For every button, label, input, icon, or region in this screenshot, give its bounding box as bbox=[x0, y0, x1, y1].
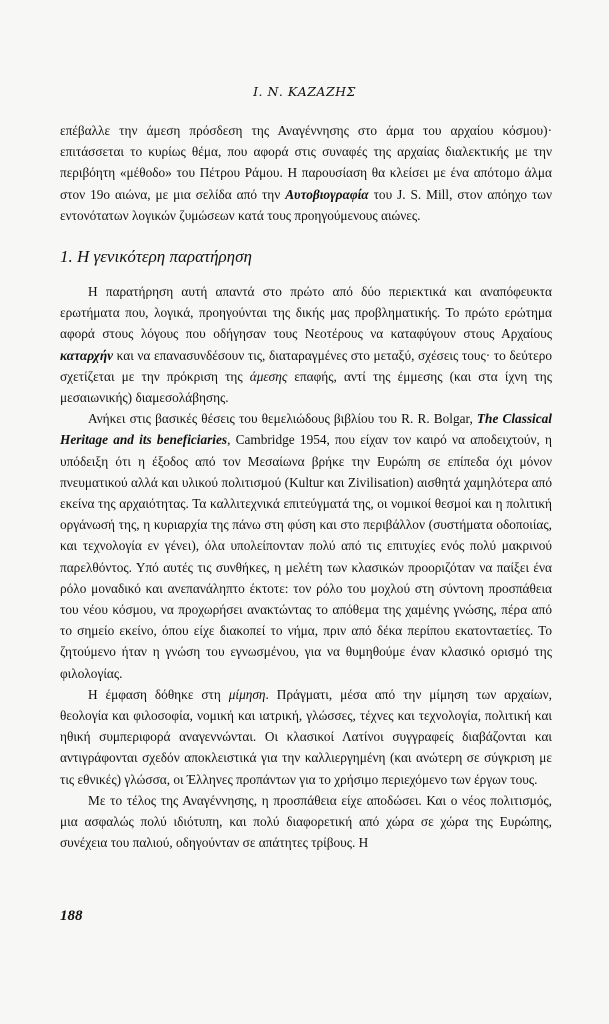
emphasis-mimisi: μίμηση bbox=[228, 686, 266, 702]
running-header: Ι. Ν. ΚΑΖΑΖΗΣ bbox=[253, 84, 356, 99]
emphasis-amesis: άμεσης bbox=[249, 368, 288, 384]
emphasis-katarxin: καταρχήν bbox=[60, 347, 114, 363]
paragraph-1: Η παρατήρηση αυτή απαντά στο πρώτο από δύο περιεκτικά και αναπόφευκτα ερωτήματα που, λογικά, προηγούνται της δικής μας προβληματικής. Το πρώτο ερώτημα αφορά στους λόγους που οδήγησαν τους Νεοτέρους να καταφύγουν στους Αρχαίους καταρχήν και να επανασυνδέσουν τις, διαταραγμένες στο μεταξύ, σχέσεις τους· το δεύτερο σχετίζεται με την πρόκριση της άμεσης επαφής, αντί της έμμεσης (και στα ίχνη της μεσαιωνικής) διαμεσολάβησης. bbox=[60, 284, 552, 406]
paragraph-2: Ανήκει στις βασικές θέσεις του θεμελιώδους βιβλίου του R. R. Bolgar, The Classical Heritage and its beneficiaries, Cambridge 1954, που είχαν τον καιρό να αποδειχτούν, η υπόδειξη ότι η έξοδος από τον Μεσαίωνα βρήκε την Ευρώπη σε επίπεδα όχι μόνον πνευματικού αλλά και υλικού πολιτισμού (Kultur και Zivilisation) αισθητά χαμηλότερα από εκείνα της αρχαιότητας. Τα καλλιτεχνικά επιτεύγματά της, οι νομικοί θεσμοί και η πολιτική οργάνωσή της, η κυριαρχία της πάνω στη φύση και στο περιβάλλον (συστήματα οδοποιίας, και τεχνολογία εν γένει), όλα υπολείπονταν πολύ από τις επιτυχίες ενός πολύ μακρινού παρελθόντος. Υπό αυτές τις συνθήκες, η μελέτη των κλασικών προοριζόταν να παίξει ένα ρόλο μοναδικό και ανεπανάληπτο έκτοτε: τον ρόλο του μοχλού στη σύντονη προσπάθεια του νέου κόσμου, να προχωρήσει ανακτώντας το απόθεμα της χαμένης γνώσης, πέρα από το σημείο εκείνο, όπου είχε διακοπεί το νήμα, πριν από δέκα περίπου εκατονταετίες. Το ζητούμενο ήταν η γνώση του εγνωσμένου, για να θυμηθούμε έναν κλασικό ορισμό της φιλολογίας. bbox=[60, 411, 552, 681]
book-title: The Classical Heritage and its beneficiaries bbox=[60, 411, 552, 448]
section-heading: 1. Η γενικότερη παρατήρηση bbox=[60, 247, 252, 267]
paragraph-intro-continuation: επέβαλλε την άμεση πρόσδεση της Αναγέννησης στο άρμα του αρχαίου κόσμου)· επιτάσσεται το κυρίως θέμα, που αφορά στις συναφές της αρχαίας διαλεκτικής με την περιβόητη «μέθοδο» του Πέτρου Ράμου. Η παρουσίαση θα κλείσει με ένα απότομο άλμα στον 19ο αιώνα, με μια σελίδα από την Αυτοβιογραφία του J. S. Mill, στον απόηχο των εντονότατων λογικών ζυμώσεων κατά τους προηγούμενους αιώνες. bbox=[60, 123, 552, 223]
paragraph-4: Με το τέλος της Αναγέννησης, η προσπάθεια είχε αποδώσει. Και ο νέος πολιτισμός, μια ασφαλώς πολύ ιδιότυπη, και πολύ διαφορετική από χώρα σε χώρα της Ευρώπης, συνέχεια του παλιού, οδηγούνταν σε απάτητες τρίβους. Η bbox=[60, 792, 552, 851]
body-text bbox=[60, 120, 552, 854]
page-number: 188 bbox=[60, 908, 83, 924]
paragraph-3: Η έμφαση δόθηκε στη μίμηση. Πράγματι, μέσα από την μίμηση των αρχαίων, θεολογία και φιλοσοφία, νομική και ιατρική, γλώσσες, τέχνες και τεχνολογία, πολιτική και ηθική συμπεριφορά αναγεννώνται. Οι κλασικοί Λατίνοι συγγραφείς διαβάζονται και αντιγράφονται σχεδόν αποκλειστικά για την καλλιεργημένη (και ανώτερη σε σύγκριση με τις εθνικές) γλώσσα, οι Έλληνες προπάντων για το χρήσιμο περιεχόμενο των έργων τους. bbox=[60, 686, 552, 787]
emphasis-autobiography: Αυτοβιογραφία bbox=[285, 186, 369, 202]
